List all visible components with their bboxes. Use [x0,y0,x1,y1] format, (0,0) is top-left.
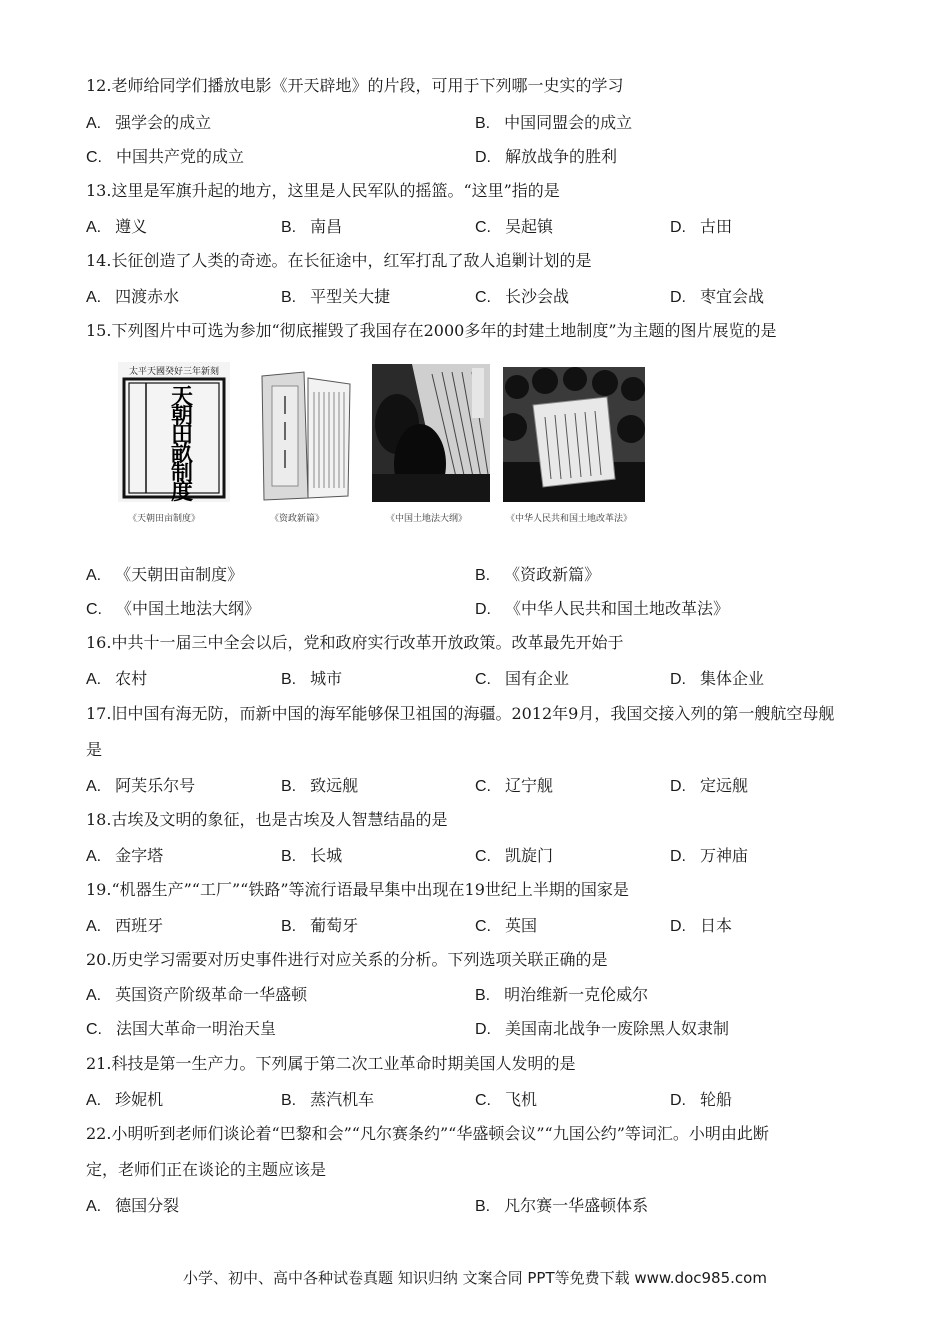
q12-option-c: C. 中国共产党的成立 [86,147,245,166]
q20-option-d: D. 美国南北战争一废除黑人奴隶制 [475,1019,730,1038]
figure-caption-b: 《资政新篇》 [270,514,325,524]
book-header-text: 太平天國癸好三年新刻 [128,367,220,377]
q13-option-b: B. 南昌 [281,217,343,236]
q15-option-b: B. 《资政新篇》 [475,565,601,584]
book-title-char: 田 [170,422,194,448]
question-22-stem-continued: 定，老师们正在谈论的主题应该是 [86,1160,327,1179]
q21-option-c: C. 飞机 [475,1090,538,1109]
question-16-stem: 16.中共十一届三中全会以后，党和政府实行改革开放政策。改革最先开始于 [86,633,624,652]
question-18-stem: 18.古埃及文明的象征，也是古埃及人智慧结晶的是 [86,810,448,829]
q21-option-a: A. 珍妮机 [86,1090,164,1109]
q22-option-a: A. 德国分裂 [86,1196,180,1215]
q18-option-b: B. 长城 [281,846,343,865]
q19-option-d: D. 日本 [670,916,733,935]
book-title-char: 制 [170,460,194,486]
page-footer: 小学、初中、高中各种试卷真题 知识归纳 文案合同 PPT等免费下载 www.doc985.com [183,1269,767,1287]
q21-option-b: B. 蒸汽机车 [281,1090,375,1109]
question-20-stem: 20.历史学习需要对历史事件进行对应关系的分析。下列选项关联正确的是 [86,950,608,969]
q15-option-c: C. 《中国土地法大纲》 [86,599,261,618]
q12-option-a: A. 强学会的成立 [86,113,212,132]
q20-option-c: C. 法国大革命一明治天皇 [86,1019,277,1038]
figure-caption-d: 《中华人民共和国土地改革法》 [506,514,633,524]
q15-option-a: A. 《天朝田亩制度》 [86,565,244,584]
question-15-stem: 15.下列图片中可选为参加“彻底摧毁了我国存在2000多年的封建土地制度”为主题的图片展览的是 [86,321,777,340]
question-17-stem: 17.旧中国有海无防，而新中国的海军能够保卫祖国的海疆。2012年9月，我国交接入列的第一艘航空母舰 [86,704,835,723]
q13-option-a: A. 遵义 [86,217,148,236]
question-12-stem: 12.老师给同学们播放电影《开天辟地》的片段，可用于下列哪一史实的学习 [86,76,624,95]
q20-option-b: B. 明治维新一克伦威尔 [475,985,649,1004]
q14-option-a: A. 四渡赤水 [86,287,180,306]
book-title-char: 朝 [170,403,194,429]
land-reform-law-photo [503,367,645,502]
figure-caption-c: 《中国土地法大纲》 [386,514,468,524]
figure-caption-a: 《天朝田亩制度》 [128,514,201,524]
q21-option-d: D. 轮船 [670,1090,733,1109]
q18-option-d: D. 万神庙 [670,846,749,865]
q14-option-b: B. 平型关大捷 [281,287,391,306]
q17-option-a: A. 阿芙乐尔号 [86,776,196,795]
q16-option-d: D. 集体企业 [670,669,765,688]
book-title-char: 度 [170,479,194,502]
q17-option-d: D. 定远舰 [670,776,749,795]
q19-option-a: A. 西班牙 [86,916,164,935]
tianchao-tianmu-book-image [118,362,230,502]
question-14-stem: 14.长征创造了人类的奇迹。在长征途中，红军打乱了敌人追剿计划的是 [86,251,592,270]
q13-option-c: C. 吴起镇 [475,217,554,236]
q19-option-b: B. 葡萄牙 [281,916,359,935]
q22-option-b: B. 凡尔赛一华盛顿体系 [475,1196,649,1215]
q16-option-c: C. 国有企业 [475,669,570,688]
question-19-stem: 19.“机器生产”“工厂”“铁路”等流行语最早集中出现在19世纪上半期的国家是 [86,880,629,899]
q20-option-a: A. 英国资产阶级革命一华盛顿 [86,985,308,1004]
question-21-stem: 21.科技是第一生产力。下列属于第二次工业革命时期美国人发明的是 [86,1054,576,1073]
q16-option-a: A. 农村 [86,669,148,688]
q12-option-d: D. 解放战争的胜利 [475,147,618,166]
book-title-char: 畝 [170,441,194,467]
land-law-outline-photo [372,364,490,502]
q16-option-b: B. 城市 [281,669,343,688]
q17-option-b: B. 致远舰 [281,776,359,795]
question-22-stem: 22.小明听到老师们谈论着“巴黎和会”“凡尔赛条约”“华盛顿会议”“九国公约”等词汇。小明由此断 [86,1124,769,1143]
question-17-stem-continued: 是 [86,740,103,759]
zizheng-xinpian-book-image [256,370,354,502]
q15-option-d: D. 《中华人民共和国土地改革法》 [475,599,730,618]
question-13-stem: 13.这里是军旗升起的地方，这里是人民军队的摇篮。“这里”指的是 [86,181,560,200]
q17-option-c: C. 辽宁舰 [475,776,554,795]
q19-option-c: C. 英国 [475,916,538,935]
q14-option-c: C. 长沙会战 [475,287,570,306]
q12-option-b: B. 中国同盟会的成立 [475,113,633,132]
q13-option-d: D. 古田 [670,217,733,236]
q14-option-d: D. 枣宜会战 [670,287,765,306]
book-title-char: 天 [170,384,194,410]
q18-option-c: C. 凯旋门 [475,846,554,865]
q18-option-a: A. 金字塔 [86,846,164,865]
